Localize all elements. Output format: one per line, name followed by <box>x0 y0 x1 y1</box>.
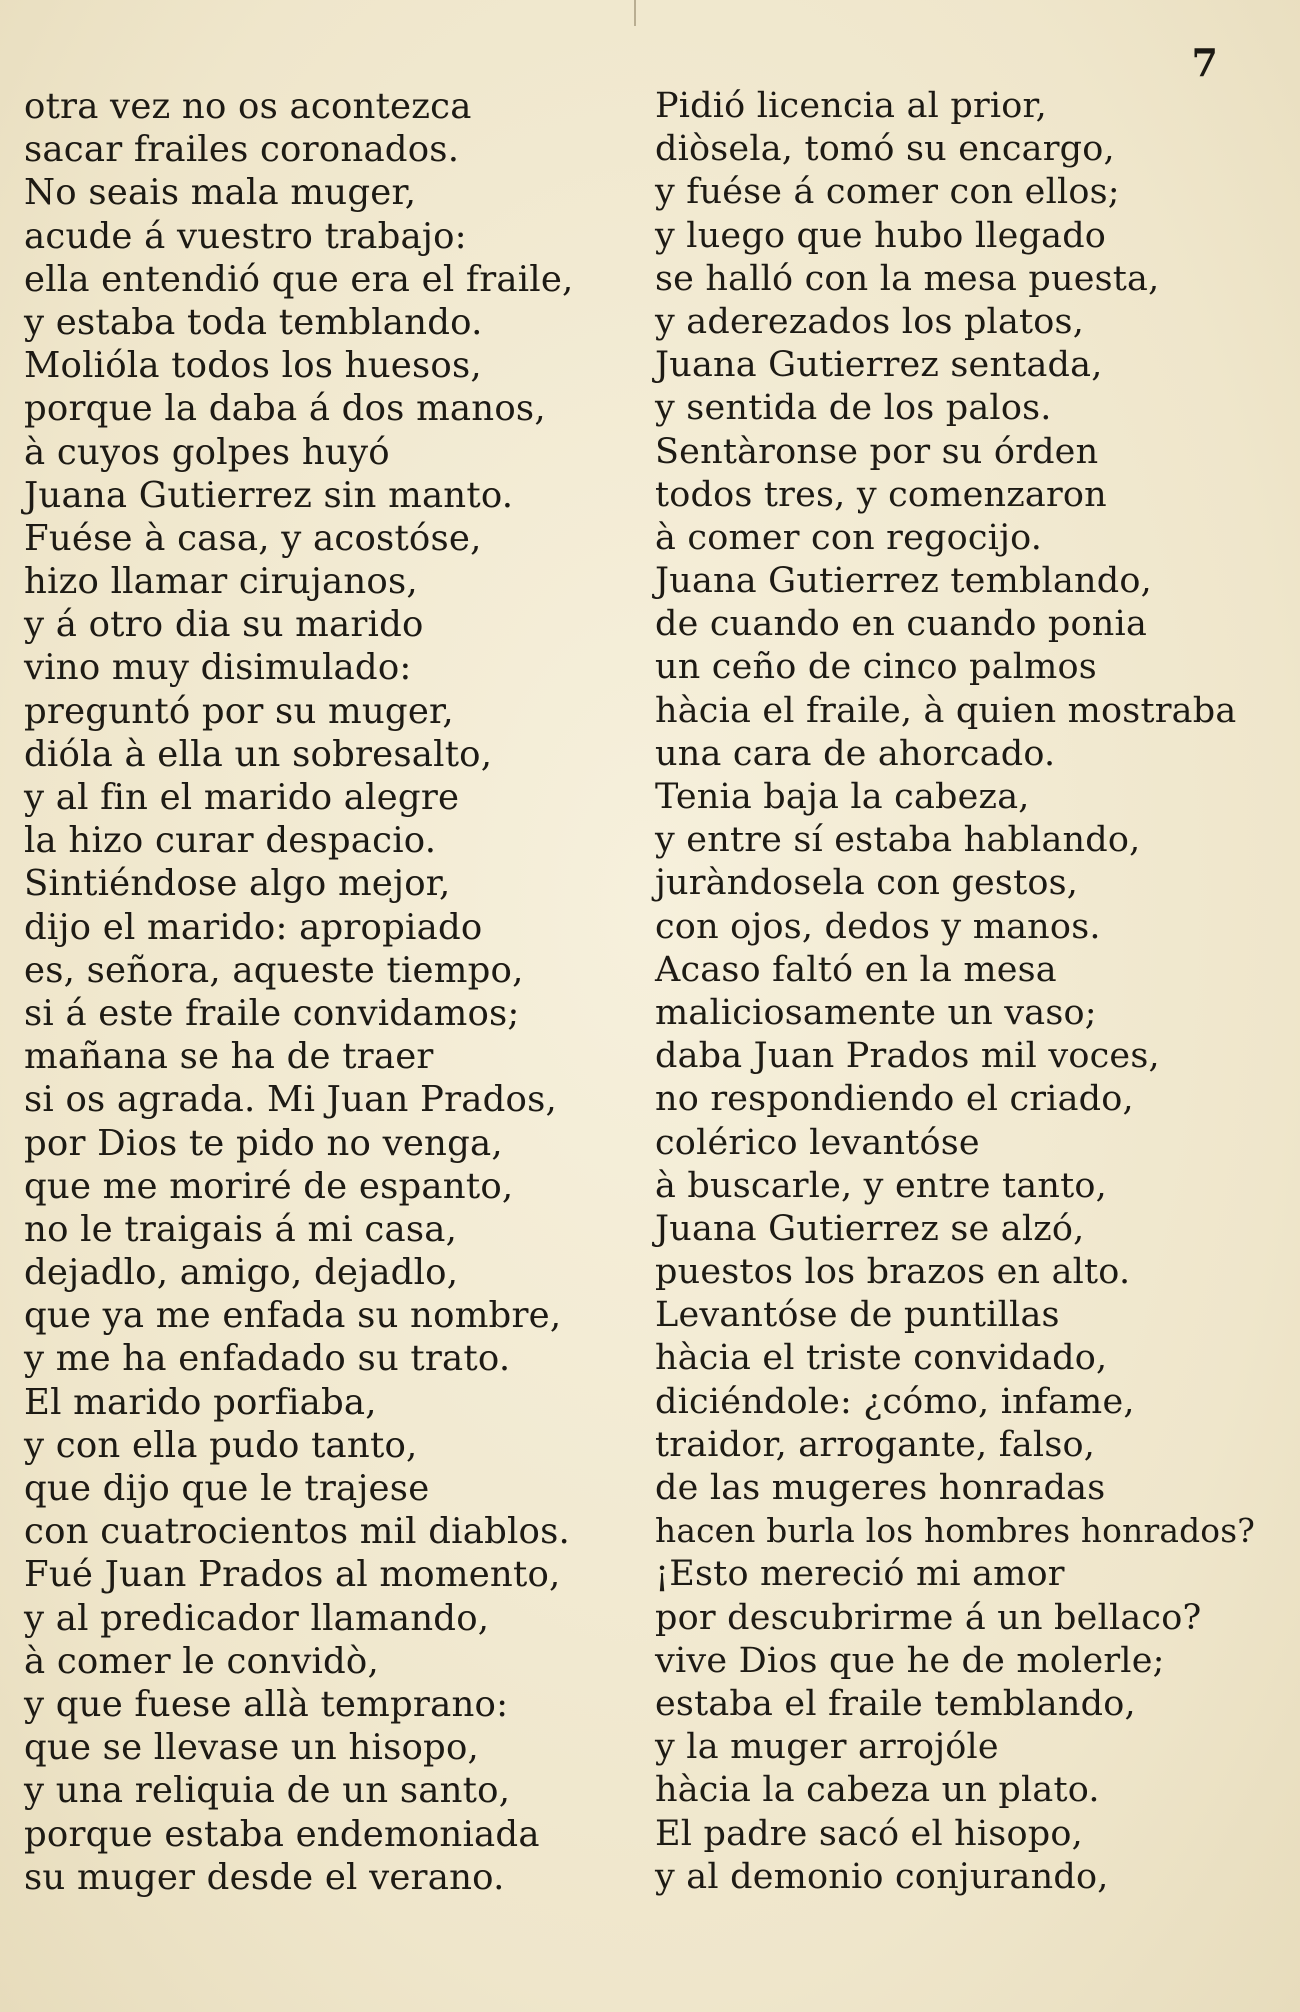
verse-line: maliciosamente un vaso; <box>655 992 1097 1033</box>
verse-line: Fué Juan Prados al momento, <box>24 1554 561 1596</box>
verse-line: sacar frailes coronados. <box>24 129 460 171</box>
verse-line: à comer con regocijo. <box>655 517 1043 558</box>
verse-line: y luego que hubo llegado <box>655 215 1107 256</box>
top-divider <box>634 0 636 26</box>
verse-line: y estaba toda temblando. <box>24 301 483 343</box>
verse-line: estaba el fraile temblando, <box>655 1683 1136 1724</box>
verse-line: que me moriré de espanto, <box>24 1165 514 1207</box>
verse-line: su muger desde el verano. <box>24 1856 505 1898</box>
verse-line: colérico levantóse <box>655 1122 980 1163</box>
verse-line: no respondiendo el criado, <box>655 1079 1134 1120</box>
verse-line: dejadlo, amigo, dejadlo, <box>24 1252 459 1294</box>
verse-line: con ojos, dedos y manos. <box>655 906 1101 947</box>
verse-line: y entre sí estaba hablando, <box>655 820 1141 861</box>
verse-line: diciéndole: ¿cómo, infame, <box>655 1381 1135 1422</box>
page-number: 7 <box>1191 40 1218 85</box>
verse-line: y al demonio conjurando, <box>655 1856 1109 1897</box>
verse-line: y fuése á comer con ellos; <box>655 172 1120 213</box>
verse-line: porque estaba endemoniada <box>24 1813 540 1855</box>
verse-line: juràndosela con gestos, <box>655 863 1079 904</box>
verse-line: si á este fraile convidamos; <box>24 992 520 1034</box>
verse-line: puestos los brazos en alto. <box>655 1252 1131 1293</box>
verse-line: acude á vuestro trabajo: <box>24 215 467 257</box>
verse-line: hàcia el fraile, à quien mostraba <box>655 690 1237 731</box>
verse-line: por descubrirme á un bellaco? <box>655 1597 1202 1638</box>
verse-line: de las mugeres honradas <box>655 1468 1106 1508</box>
verse-line: Sentàronse por su órden <box>655 431 1099 472</box>
verse-line: Pidió licencia al prior, <box>655 86 1047 126</box>
verse-line: y sentida de los palos. <box>655 388 1052 429</box>
verse-line: hizo llamar cirujanos, <box>24 561 418 603</box>
verse-line: dijo el marido: apropiado <box>24 906 483 948</box>
verse-line: Juana Gutierrez sentada, <box>655 345 1103 386</box>
verse-line: Acaso faltó en la mesa <box>655 949 1057 990</box>
verse-line: la hizo curar despacio. <box>24 820 437 862</box>
verse-line: Tenia baja la cabeza, <box>655 777 1030 817</box>
verse-line: que ya me enfada su nombre, <box>24 1295 562 1337</box>
verse-line: ella entendió que era el fraile, <box>24 258 574 300</box>
verse-line: à buscarle, y entre tanto, <box>655 1165 1107 1206</box>
verse-line: Fuése à casa, y acostóse, <box>24 517 482 559</box>
verse-line: Sintiéndose algo mejor, <box>24 863 451 905</box>
verse-line: y una reliquia de un santo, <box>24 1770 511 1812</box>
verse-line: se halló con la mesa puesta, <box>655 258 1160 299</box>
verse-line: y con ella pudo tanto, <box>24 1424 418 1466</box>
verse-line: que se llevase un hisopo, <box>24 1727 480 1769</box>
verse-line: Levantóse de puntillas <box>655 1295 1060 1336</box>
verse-line: por Dios te pido no venga, <box>24 1122 503 1164</box>
verse-line: y á otro dia su marido <box>24 604 424 646</box>
verse-line: y que fuese allà temprano: <box>24 1683 509 1725</box>
verse-line: à cuyos golpes huyó <box>24 431 390 473</box>
right-column <box>655 85 1255 1899</box>
verse-line: hàcia el triste convidado, <box>655 1338 1108 1379</box>
verse-line: Juana Gutierrez sin manto. <box>24 474 514 516</box>
verse-line: y al predicador llamando, <box>24 1597 490 1639</box>
verse-line: de cuando en cuando ponia <box>655 604 1148 645</box>
verse-line: y la muger arrojóle <box>655 1727 999 1768</box>
verse-line: es, señora, aqueste tiempo, <box>24 949 524 991</box>
verse-line: una cara de ahorcado. <box>655 733 1056 774</box>
verse-line: y al fin el marido alegre <box>24 777 460 818</box>
verse-line: traidor, arrogante, falso, <box>655 1424 1096 1465</box>
verse-line: vive Dios que he de molerle; <box>655 1640 1165 1681</box>
verse-line: Molióla todos los huesos, <box>24 345 482 387</box>
verse-line: El marido porfiaba, <box>24 1381 377 1423</box>
verse-line: diòsela, tomó su encargo, <box>655 129 1115 170</box>
verse-line: Juana Gutierrez temblando, <box>655 561 1152 602</box>
left-column <box>24 85 634 1899</box>
verse-line: que dijo que le trajese <box>24 1468 430 1509</box>
verse-line: con cuatrocientos mil diablos. <box>24 1511 571 1553</box>
verse-line: porque la daba á dos manos, <box>24 388 546 430</box>
verse-line: El padre sacó el hisopo, <box>655 1813 1083 1854</box>
verse-line: si os agrada. Mi Juan Prados, <box>24 1079 558 1121</box>
verse-line: vino muy disimulado: <box>24 647 412 689</box>
verse-line: ¡Esto mereció mi amor <box>655 1554 1065 1595</box>
verse-line: mañana se ha de traer <box>24 1036 434 1078</box>
verse-line: hàcia la cabeza un plato. <box>655 1770 1100 1811</box>
verse-line: Juana Gutierrez se alzó, <box>655 1208 1085 1249</box>
verse-line: preguntó por su muger, <box>24 690 454 732</box>
verse-line: daba Juan Prados mil voces, <box>655 1036 1160 1077</box>
verse-line: dióla à ella un sobresalto, <box>24 733 493 775</box>
verse-line: hacen burla los hombres honrados? <box>655 1512 1256 1551</box>
verse-line: un ceño de cinco palmos <box>655 647 1097 688</box>
verse-line: y aderezados los platos, <box>655 301 1085 342</box>
verse-line: y me ha enfadado su trato. <box>24 1338 511 1380</box>
verse-line: No seais mala muger, <box>24 172 417 214</box>
verse-line: todos tres, y comenzaron <box>655 474 1107 515</box>
verse-line: no le traigais á mi casa, <box>24 1208 458 1250</box>
verse-line: à comer le convidò, <box>24 1640 379 1682</box>
verse-line: otra vez no os acontezca <box>24 86 472 127</box>
